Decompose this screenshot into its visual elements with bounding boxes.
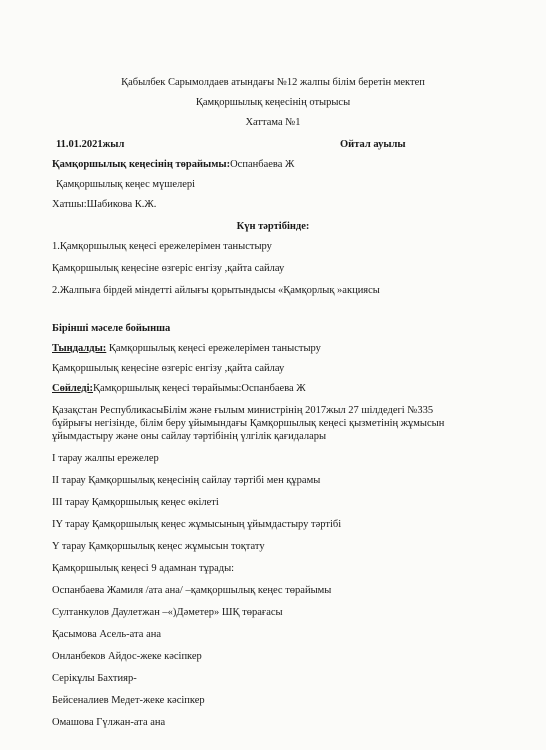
member-item: Серікұлы Бахтияр-	[52, 673, 137, 684]
spoke-line	[52, 382, 306, 395]
spoke-text: Қамқоршылық кеңесі төрайымы:Оспанбаева Ж	[93, 383, 306, 394]
section-item: III тарау Қамқоршылық кеңес өкілеті	[52, 497, 219, 508]
heard-line	[52, 342, 321, 355]
member-item: Бейсеналиев Медет-жеке кәсіпкер	[52, 695, 205, 706]
agenda-item: 2.Жалпыға бірдей міндетті айлығы қорытындысы «Қамқорлық »акциясы	[52, 285, 380, 296]
member-item: Онланбеков Айдос-жеке кәсіпкер	[52, 651, 202, 662]
section-item: Y тарау Қамқоршылық кеңес жұмысын тоқтату	[52, 541, 265, 552]
paragraph-line: Қазақстан РеспубликасыБілім және ғылым министрінің 2017жыл 27 шілдедегі №335	[52, 405, 434, 416]
paragraph-line: ұйымдастыру және оны сайлау тәртібінің үлгілік қағидалары	[52, 431, 327, 442]
agenda-title: Күн тәртібінде:	[236, 221, 310, 232]
members-label: Қамқоршылық кеңес мүшелері	[56, 179, 196, 190]
heard-label: Тыңдалды:	[52, 343, 107, 354]
member-item: Қасымова Асель-ата ана	[52, 629, 162, 640]
member-item: Омашова Гүлжан-ата ана	[52, 717, 166, 728]
section-item: II тарау Қамқоршылық кеңесінің сайлау тәртібі мен құрамы	[52, 475, 321, 486]
chair-name: Оспанбаева Ж	[230, 159, 295, 170]
spoke-label: Сөйледі:	[52, 383, 94, 394]
paragraph-line: бұйрығы негізінде, білім беру ұйымындағы Қамқоршылық кеңесі қызметінің жұмысын	[52, 418, 445, 429]
chair-label: Қамқоршылық кеңесінің төрайымы:	[52, 159, 231, 170]
member-item: Султанкулов Даулетжан –«)Дәметер» ШҚ төрағасы	[52, 607, 283, 618]
heard-text: Қамқоршылық кеңесі ережелерімен таныстыру	[106, 343, 321, 354]
section-item: IY тарау Қамқоршылық кеңес жұмысының ұйымдастыру тәртібі	[52, 519, 342, 530]
meeting-date: 11.01.2021жыл	[56, 139, 125, 150]
protocol-number: Хаттама №1	[245, 117, 301, 128]
first-issue-title: Бірінші мәселе бойынша	[52, 323, 171, 334]
agenda-item: Қамқоршылық кеңесіне өзгеріс енгізу ,қайта сайлау	[52, 263, 285, 274]
chair-line	[52, 158, 294, 171]
member-item: Оспанбаева Жамиля /ата ана/ –қамқоршылық кеңес төрайымы	[52, 585, 332, 596]
meeting-place: Ойтал ауылы	[340, 139, 406, 150]
school-name: Қабылбек Сарымолдаев атындағы №12 жалпы білім беретін мектеп	[121, 77, 425, 88]
secretary: Хатшы:Шабикова К.Ж.	[52, 199, 157, 210]
heard-text-2: Қамқоршылық кеңесіне өзгеріс енгізу ,қайта сайлау	[52, 363, 285, 374]
composition: Қамқоршылық кеңесі 9 адамнан тұрады:	[52, 563, 235, 574]
section-item: I тарау жалпы ережелер	[52, 453, 159, 464]
meeting-title: Қамқоршылық кеңесінің отырысы	[195, 97, 351, 108]
agenda-item: 1.Қамқоршылық кеңесі ережелерімен таныстыру	[52, 241, 272, 252]
